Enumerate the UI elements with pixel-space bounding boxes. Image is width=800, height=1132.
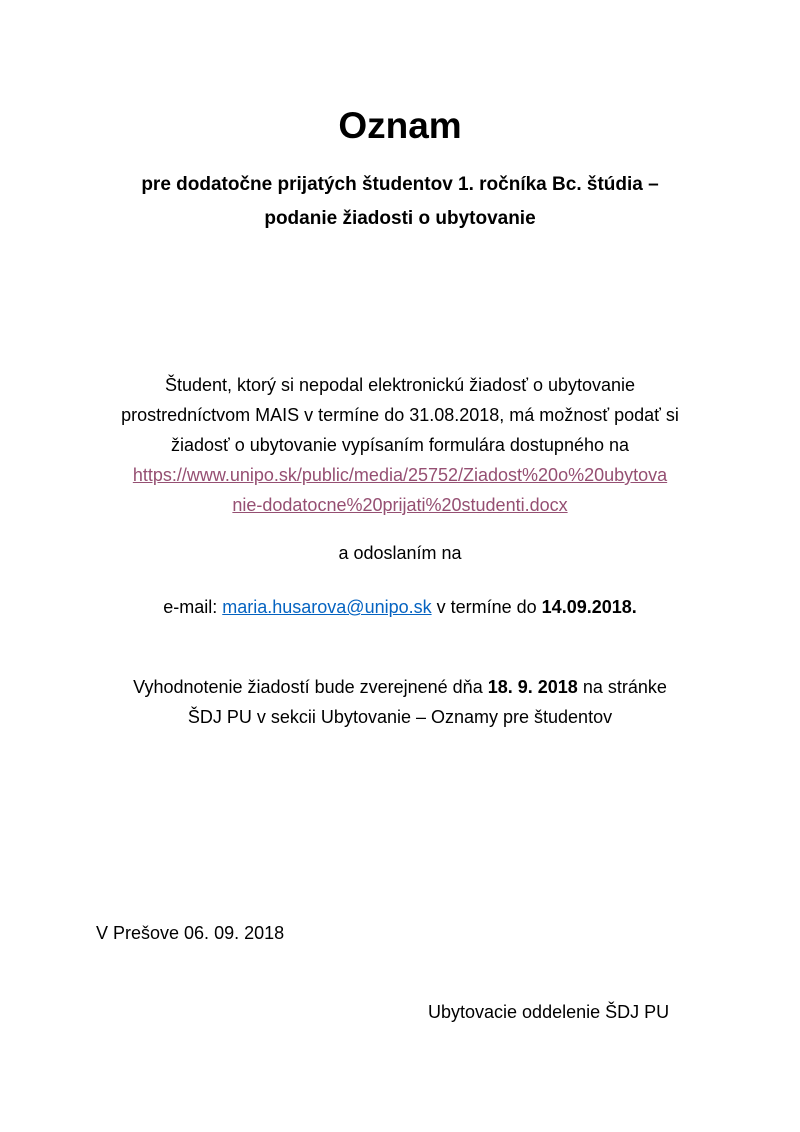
email-link[interactable]: maria.husarova@unipo.sk xyxy=(222,597,432,617)
evaluation-date: 18. 9. 2018 xyxy=(487,677,578,697)
paragraph1-line-3: žiadosť o ubytovanie vypísaním formulára dostupného na xyxy=(170,435,630,455)
paragraph-evaluation xyxy=(50,672,750,732)
paragraph1-line-1: Študent, ktorý si nepodal elektronickú žiadosť o ubytovanie xyxy=(164,375,636,395)
form-link-part-2[interactable]: nie-dodatocne%20prijati%20studenti.docx xyxy=(232,495,568,515)
subtitle xyxy=(60,168,740,236)
paragraph1-line-2: prostredníctvom MAIS v termíne do 31.08.2018, má možnosť podať si xyxy=(121,405,679,425)
place-and-date: V Prešove 06. 09. 2018 xyxy=(96,923,285,943)
evaluation-line-1 xyxy=(50,672,750,702)
evaluation-prefix: Vyhodnotenie žiadostí bude zverejnené dňa xyxy=(133,677,488,697)
paragraph-email xyxy=(50,592,750,622)
evaluation-suffix: na stránke xyxy=(577,677,667,697)
deadline-date: 14.09.2018. xyxy=(541,597,637,617)
subtitle-line-2: podanie žiadosti o ubytovanie xyxy=(264,208,536,229)
evaluation-line-2: ŠDJ PU v sekcii Ubytovanie – Oznamy pre študentov xyxy=(187,707,613,727)
signature: Ubytovacie oddelenie ŠDJ PU xyxy=(428,1002,670,1022)
email-middle: v termíne do xyxy=(431,597,542,617)
paragraph-send-to: a odoslaním na xyxy=(338,543,462,563)
page-title: Oznam xyxy=(338,105,462,146)
form-link-part-1[interactable]: https://www.unipo.sk/public/media/25752/Ziadost%20o%20ubytova xyxy=(132,465,668,485)
subtitle-line-1: pre dodatočne prijatých študentov 1. ročníka Bc. štúdia – xyxy=(141,174,659,195)
email-prefix: e-mail: xyxy=(163,597,223,617)
form-link-continuation[interactable] xyxy=(50,490,750,520)
paragraph-application-info xyxy=(50,370,750,520)
form-link[interactable] xyxy=(50,460,750,490)
